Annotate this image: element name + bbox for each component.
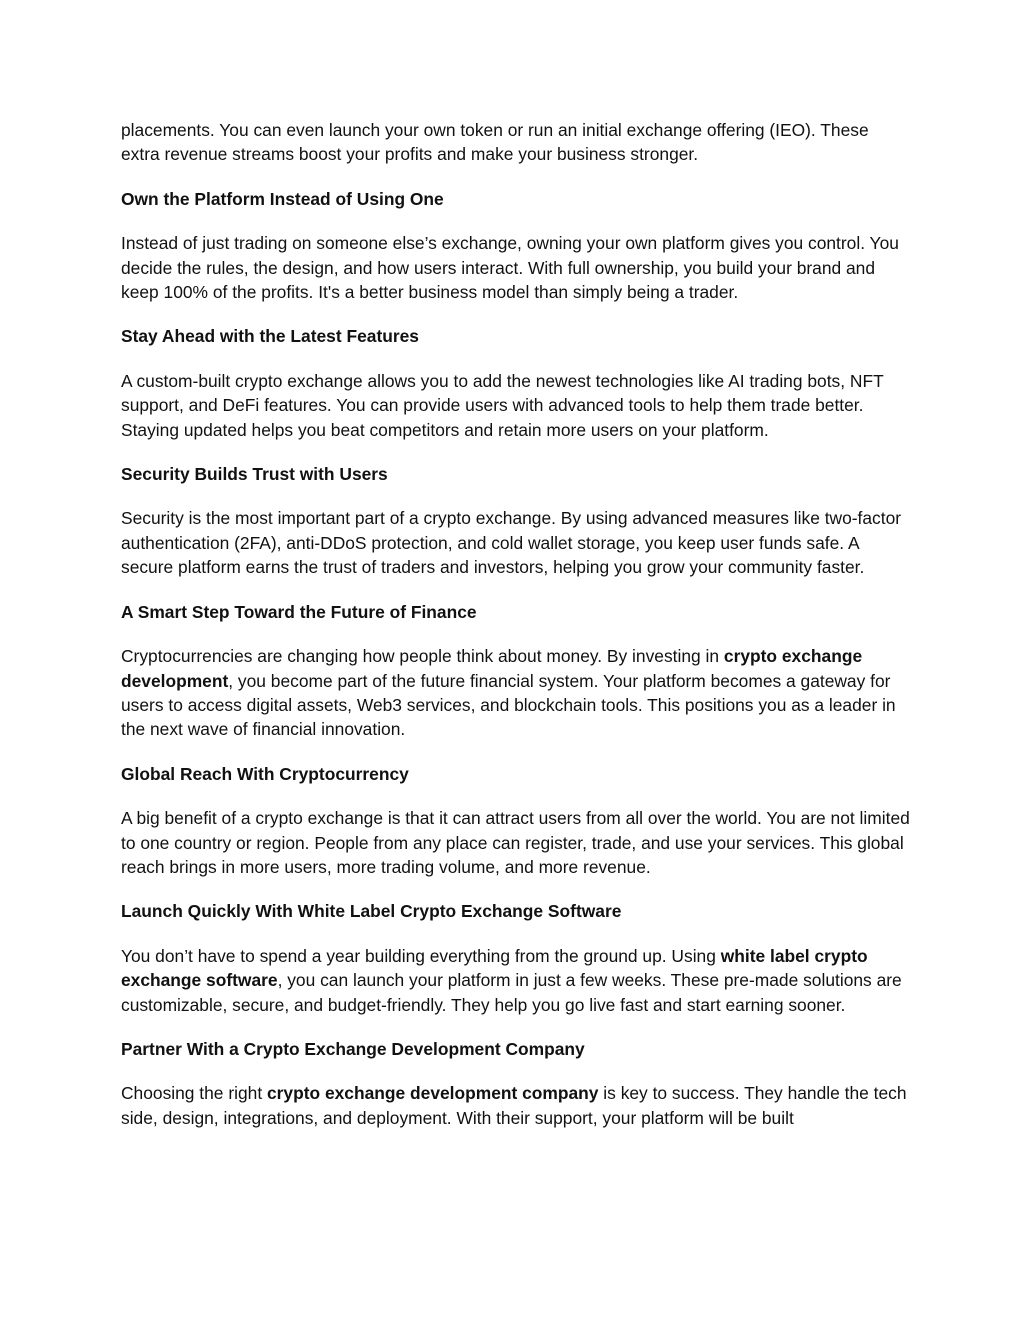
text-run: Instead of just trading on someone else’s exchange, owning your own platform gives you control. You decide the rules, the design, and how users interact. With full ownership, you build your brand and keep 100% of the profits. It's a better business model than simply being a trader. xyxy=(121,233,899,303)
body-paragraph xyxy=(121,644,911,742)
body-paragraph xyxy=(121,806,911,879)
text-run: , you become part of the future financial system. Your platform becomes a gateway for users to access digital assets, Web3 services, and blockchain tools. This positions you as a leader in the next wave of financial innovation. xyxy=(121,670,896,740)
body-paragraph xyxy=(121,1081,911,1130)
body-paragraph xyxy=(121,231,911,304)
text-run: Security is the most important part of a crypto exchange. By using advanced measures like two-factor authentication (2FA), anti-DDoS protection, and cold wallet storage, you keep user funds safe. A secure platform earns the trust of traders and investors, helping you grow your community faster. xyxy=(121,508,902,578)
section-heading: Partner With a Crypto Exchange Development Company xyxy=(121,1038,585,1059)
bold-phrase: white label crypto exchange software xyxy=(121,945,868,991)
text-run: placements. You can even launch your own token or run an initial exchange offering (IEO). These extra revenue streams boost your profits and make your business stronger. xyxy=(121,120,869,165)
text-run: A custom-built crypto exchange allows you to add the newest technologies like AI trading bots, NFT support, and DeFi features. You can provide users with advanced tools to help them trade better. Staying updated helps you beat competitors and retain more users on your platform. xyxy=(121,370,884,440)
section-heading: Stay Ahead with the Latest Features xyxy=(121,326,419,347)
text-run: You don’t have to spend a year building everything from the ground up. Using xyxy=(121,945,721,966)
section-heading: Global Reach With Cryptocurrency xyxy=(121,763,409,784)
bold-phrase: crypto exchange development xyxy=(121,646,863,691)
bold-phrase: crypto exchange development company xyxy=(266,1083,599,1104)
text-run: Cryptocurrencies are changing how people think about money. By investing in xyxy=(121,646,724,667)
body-paragraph xyxy=(121,369,911,442)
text-run: , you can launch your platform in just a few weeks. These pre-made solutions are customizable, secure, and budget-friendly. They help you go live fast and start earning sooner. xyxy=(121,970,902,1015)
section-heading: Launch Quickly With White Label Crypto Exchange Software xyxy=(121,901,622,922)
document-page xyxy=(121,118,911,1150)
body-paragraph xyxy=(121,506,911,579)
body-paragraph xyxy=(121,118,911,167)
text-run: Choosing the right xyxy=(121,1083,267,1104)
section-heading: Security Builds Trust with Users xyxy=(121,464,388,485)
body-paragraph xyxy=(121,944,911,1017)
text-run: A big benefit of a crypto exchange is that it can attract users from all over the world. You are not limited to one country or region. People from any place can register, trade, and use your services. This global reach brings in more users, more trading volume, and more revenue. xyxy=(121,808,910,877)
section-heading: A Smart Step Toward the Future of Finance xyxy=(121,601,477,622)
section-heading: Own the Platform Instead of Using One xyxy=(121,188,444,209)
text-run: is key to success. They handle the tech side, design, integrations, and deployment. With their support, your platform will be built xyxy=(121,1083,907,1128)
